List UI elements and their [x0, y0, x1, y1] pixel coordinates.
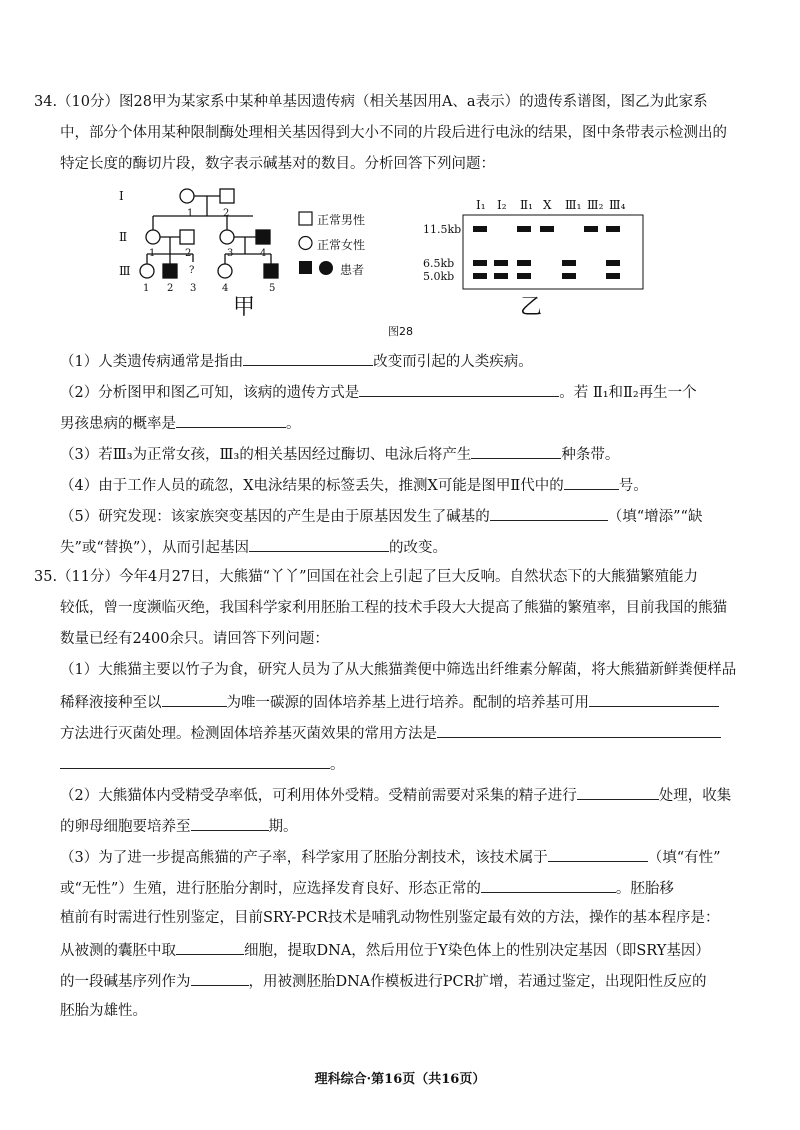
gel-title: 乙: [520, 295, 543, 320]
q34-p2-d: 。: [286, 416, 301, 432]
gel-band: [540, 226, 554, 232]
q35-p1-line3: [60, 722, 721, 744]
gen-label-II: Ⅱ: [119, 230, 128, 244]
q34-p5-b: （填“增添”“缺: [607, 509, 703, 525]
gen-label-III: Ⅲ: [119, 264, 131, 278]
q34-p2-cont: [60, 412, 301, 434]
q34-p4-b: 号。: [618, 478, 648, 494]
id-II1: 1: [149, 248, 156, 259]
q34-p2-a: （2）分析图甲和图乙可知，该病的遗传方式是: [60, 385, 360, 401]
q35-p3-d: 。胚胎移: [615, 881, 674, 897]
gel-band: [494, 273, 508, 279]
pedigree-II1-normal-female: [146, 230, 160, 244]
answer-blank-34-4[interactable]: [564, 474, 619, 490]
q35-p3-g: 细胞，提取DNA，然后用位于Y染色体上的性别决定基因（即SRY基因）: [244, 943, 710, 959]
q34-p3: [60, 443, 619, 465]
answer-blank-34-2b[interactable]: [176, 412, 286, 428]
answer-blank-34-3[interactable]: [471, 443, 561, 459]
answer-blank-35-3c[interactable]: [176, 939, 244, 955]
gel-band: [473, 226, 487, 232]
gel-lane-label: Ⅲ₁: [565, 198, 582, 212]
id-III4: 4: [222, 283, 229, 294]
gel-band: [473, 273, 487, 279]
gel-band: [562, 273, 576, 279]
pedigree-title: 甲: [233, 295, 256, 320]
answer-blank-35-3a[interactable]: [548, 846, 648, 862]
q35-p2-cont: [60, 815, 298, 837]
answer-blank-35-2b[interactable]: [191, 815, 269, 831]
gel-lane-label: Ⅲ₄: [609, 198, 626, 212]
q34-p2-c: 男孩患病的概率是: [60, 416, 176, 432]
id-III5: 5: [269, 283, 276, 294]
answer-blank-34-5b[interactable]: [249, 536, 389, 552]
q34-p5-a: （5）研究发现：该家族突变基因的产生是由于原基因发生了碱基的: [60, 509, 490, 525]
q34-p4: [60, 474, 648, 496]
q34-p3-b: 种条带。: [561, 447, 620, 463]
q35-p3-i: ，用被测胚胎DNA作模板进行PCR扩增，若通过鉴定，出现阳性反应的: [248, 974, 707, 990]
pedigree-chart: [115, 178, 305, 298]
q35-p3-line5: [60, 970, 707, 992]
gel-band: [473, 260, 487, 266]
legend-symbols: [297, 210, 317, 290]
gel-size-label: 5.0kb: [423, 270, 455, 283]
gel-band: [494, 260, 508, 266]
q34-p1-a: （1）人类遗传病通常是指由: [60, 354, 244, 370]
q34-p1-b: 改变而引起的人类疾病。: [373, 354, 533, 370]
gel-band: [606, 226, 620, 232]
gel-band: [517, 226, 531, 232]
q34-text-line1: 34.（10分）图28甲为某家系中某种单基因遗传病（相关基因用A、a表示）的遗传系谱图，图乙为此家系: [34, 94, 708, 110]
gel-lane-label: Ⅱ₁: [520, 198, 533, 212]
pedigree-II2-normal-male: [180, 230, 194, 244]
pedigree-III5-affected-male: [264, 264, 278, 278]
gen-label-I: Ⅰ: [119, 189, 124, 203]
id-III1: 1: [143, 283, 150, 294]
answer-blank-35-1d[interactable]: [60, 753, 330, 769]
q35-p1-d: 方法进行灭菌处理。检测固体培养基灭菌效果的常用方法是: [60, 726, 437, 742]
q34-p5-c: 失”或“替换”），从而引起基因: [60, 540, 249, 556]
pedigree-II3-normal-female: [220, 230, 234, 244]
answer-blank-35-1c[interactable]: [437, 722, 721, 738]
q34-p3-a: （3）若Ⅲ₃为正常女孩，Ⅲ₃的相关基因经过酶切、电泳后将产生: [60, 447, 472, 463]
q35-p2: [60, 784, 731, 806]
q35-p2-d: 期。: [268, 819, 298, 835]
figure-caption: 图28: [388, 325, 413, 338]
q34-p5: [60, 505, 702, 527]
q34-p4-a: （4）由于工作人员的疏忽，X电泳结果的标签丢失，推测X可能是图甲Ⅱ代中的: [60, 478, 564, 494]
legend-male-label: 正常男性: [317, 213, 366, 227]
pedigree-III4-normal-female: [218, 264, 232, 278]
q35-p3-h: 的一段碱基序列作为: [60, 974, 191, 990]
q34-p2: [60, 381, 697, 403]
gel-lane-label: X: [543, 198, 552, 212]
gel-size-label: 11.5kb: [423, 223, 462, 236]
id-II4: 4: [260, 248, 267, 259]
answer-blank-34-5a[interactable]: [490, 505, 608, 521]
pedigree-III2-affected-male: [163, 264, 177, 278]
q35-p3-c: 或“无性”）生殖，进行胚胎分割时，应选择发育良好、形态正常的: [60, 881, 481, 897]
q35-text-line1: 35.（11分）今年4月27日，大熊猫“丫丫”回国在社会上引起了巨大反响。自然状态下的大熊猫繁殖能力: [34, 569, 699, 585]
q35-p3: [60, 846, 721, 868]
gel-band: [517, 273, 531, 279]
legend-affected-label: 患者: [340, 263, 365, 277]
gel-size-label: 6.5kb: [423, 257, 455, 270]
q34-p1: [60, 350, 533, 372]
answer-blank-35-1b[interactable]: [589, 691, 719, 707]
q35-p1-c: 为唯一碳源的固体培养基上进行培养。配制的培养基可用: [226, 695, 589, 711]
legend-male-icon: [299, 212, 312, 225]
q35-p3-j: 胚胎为雄性。: [60, 1003, 147, 1019]
q35-p1-b: 稀释液接种至以: [60, 695, 162, 711]
q35-p2-c: 的卵母细胞要培养至: [60, 819, 191, 835]
gel-band: [606, 260, 620, 266]
q35-p1-a: （1）大熊猫主要以竹子为食，研究人员为了从大熊猫粪便中筛选出纤维素分解菌，将大熊猫新鲜粪便样品: [60, 662, 737, 678]
legend-affected-male-icon: [299, 261, 312, 274]
id-I1: 1: [187, 208, 194, 219]
pedigree-III1-normal-female: [140, 264, 154, 278]
q35-p2-b: 处理，收集: [658, 788, 732, 804]
gel-band: [517, 260, 531, 266]
electrophoresis-chart: [405, 195, 650, 295]
pedigree-II4-affected-male: [256, 230, 270, 244]
gel-lane-label: Ⅲ₂: [587, 198, 604, 212]
id-II3: 3: [227, 248, 234, 259]
id-III3: 3: [190, 283, 197, 294]
answer-blank-35-3d[interactable]: [191, 970, 249, 986]
q35-p2-a: （2）大熊猫体内受精受孕率低，可利用体外受精。受精前需要对采集的精子进行: [60, 788, 577, 804]
q35-p3-line4: [60, 939, 710, 961]
legend-female-icon: [299, 237, 312, 250]
answer-blank-35-1a[interactable]: [162, 691, 227, 707]
page-footer: 理科综合·第16页（共16页）: [314, 1072, 486, 1087]
q35-p1-line4: [60, 753, 345, 775]
q34-p5-cont: [60, 536, 447, 558]
pedigree-I1-normal-female: [180, 189, 194, 203]
unknown-mark: ?: [189, 265, 195, 276]
q35-text-line2: 较低，曾一度濒临灭绝，我国科学家利用胚胎工程的技术手段大大提高了熊猫的繁殖率，目前我国的熊猫: [60, 600, 727, 616]
gel-lane-label: Ⅰ₂: [497, 198, 507, 212]
legend-affected-female-symbol: [318, 259, 336, 277]
q35-p1-line2: [60, 691, 719, 713]
q34-p5-d: 的改变。: [389, 540, 447, 556]
gel-lane-label: Ⅰ₁: [476, 198, 486, 212]
id-II2: 2: [185, 248, 192, 259]
q35-text-line3: 数量已经有2400余只。请回答下列问题：: [60, 631, 329, 647]
q34-p2-b: 。若 Ⅱ₁和Ⅱ₂再生一个: [559, 385, 697, 401]
q35-p3-b: （填“有性”: [647, 850, 721, 866]
q35-p3-a: （3）为了进一步提高熊猫的产子率，科学家用了胚胎分割技术，该技术属于: [60, 850, 548, 866]
id-I2: 2: [223, 208, 230, 219]
q35-p3-f: 从被测的囊胚中取: [60, 943, 176, 959]
gel-band: [606, 273, 620, 279]
answer-blank-34-1[interactable]: [243, 350, 373, 366]
gel-band: [562, 260, 576, 266]
id-III2: 2: [167, 283, 174, 294]
answer-blank-34-2a[interactable]: [359, 381, 559, 397]
answer-blank-35-2a[interactable]: [577, 784, 659, 800]
q34-text-line3: 特定长度的酶切片段，数字表示碱基对的数目。分析回答下列问题：: [60, 156, 495, 172]
legend-affected-female-icon: [319, 261, 333, 275]
pedigree-I2-normal-male: [220, 189, 234, 203]
legend-female-label: 正常女性: [317, 238, 366, 252]
q35-p1-e: 。: [330, 757, 345, 773]
q35-p3-e: 植前有时需进行性别鉴定，目前SRY-PCR技术是哺乳动物性别鉴定最有效的方法，操作的基本程序是：: [60, 910, 720, 926]
q35-p3-line2: [60, 877, 674, 899]
answer-blank-35-3b[interactable]: [481, 877, 616, 893]
q34-text-line2: 中，部分个体用某种限制酶处理相关基因得到大小不同的片段后进行电泳的结果，图中条带表示检测出的: [60, 125, 727, 141]
gel-band: [584, 226, 598, 232]
